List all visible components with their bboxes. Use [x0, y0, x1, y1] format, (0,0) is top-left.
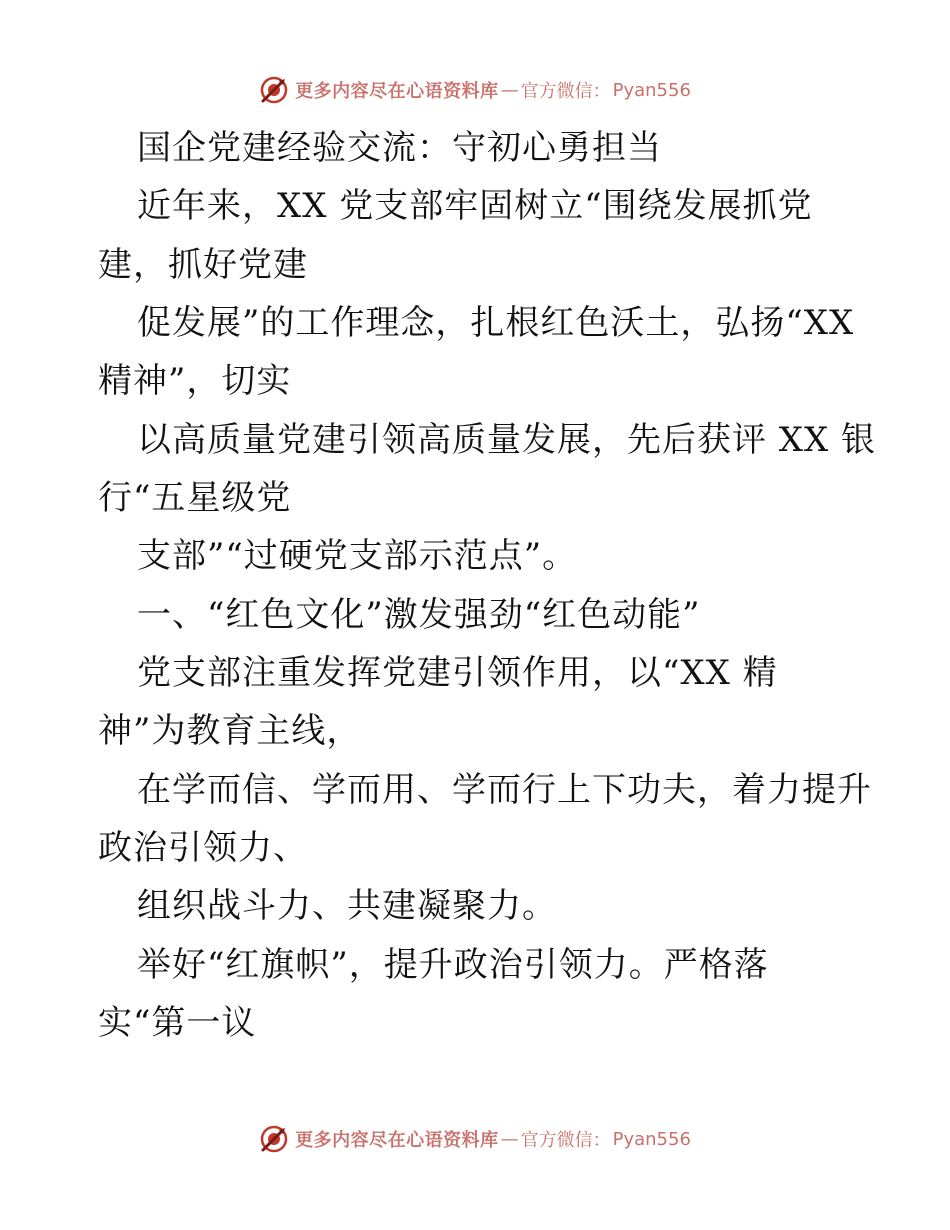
paragraph-line: 在学而信、学而用、学而行上下功夫，着力提升: [137, 770, 872, 810]
watermark-official: 官方微信：: [520, 1130, 611, 1151]
watermark-id: Pyan556: [612, 79, 691, 101]
pen-logo-icon: [259, 75, 289, 105]
pen-logo-icon: [259, 1124, 289, 1154]
paragraph-line: 精神”，切实: [98, 361, 292, 401]
paragraph-line: 政治引领力、: [98, 828, 308, 868]
paragraph-line: 行“五星级党: [98, 478, 292, 518]
paragraph-line: 促发展”的工作理念，扎根红色沃土，弘扬“XX: [137, 303, 855, 343]
watermark-official: 官方微信：: [520, 81, 611, 102]
section-heading: 一、“红色文化”激发强劲“红色动能”: [137, 595, 701, 635]
watermark-text: 更多内容尽在心语资料库: [295, 1130, 499, 1151]
paragraph-line: 党支部注重发挥党建引领作用，以“XX 精: [137, 653, 778, 693]
paragraph-line: 以高质量党建引领高质量发展，先后获评 XX 银: [137, 420, 877, 460]
watermark-text: 更多内容尽在心语资料库: [295, 81, 499, 102]
watermark-dash: —: [500, 1128, 519, 1150]
watermark-dash: —: [500, 79, 519, 101]
paragraph-line: 支部”“过硬党支部示范点”。: [137, 536, 578, 576]
paragraph-line: 建，抓好党建: [98, 245, 308, 285]
paragraph-line: 近年来，XX 党支部牢固树立“围绕发展抓党: [137, 186, 813, 226]
paragraph-line: 举好“红旗帜”，提升政治引领力。严格落: [137, 945, 769, 985]
document-title: 国企党建经验交流：守初心勇担当: [137, 128, 662, 168]
header-watermark: [0, 72, 950, 108]
paragraph-line: 神”为教育主线，: [98, 711, 362, 751]
paragraph-line: 组织战斗力、共建凝聚力。: [137, 886, 557, 926]
paragraph-line: 实“第一议: [98, 1003, 257, 1043]
footer-watermark: [0, 1121, 950, 1157]
watermark-id: Pyan556: [612, 1128, 691, 1150]
